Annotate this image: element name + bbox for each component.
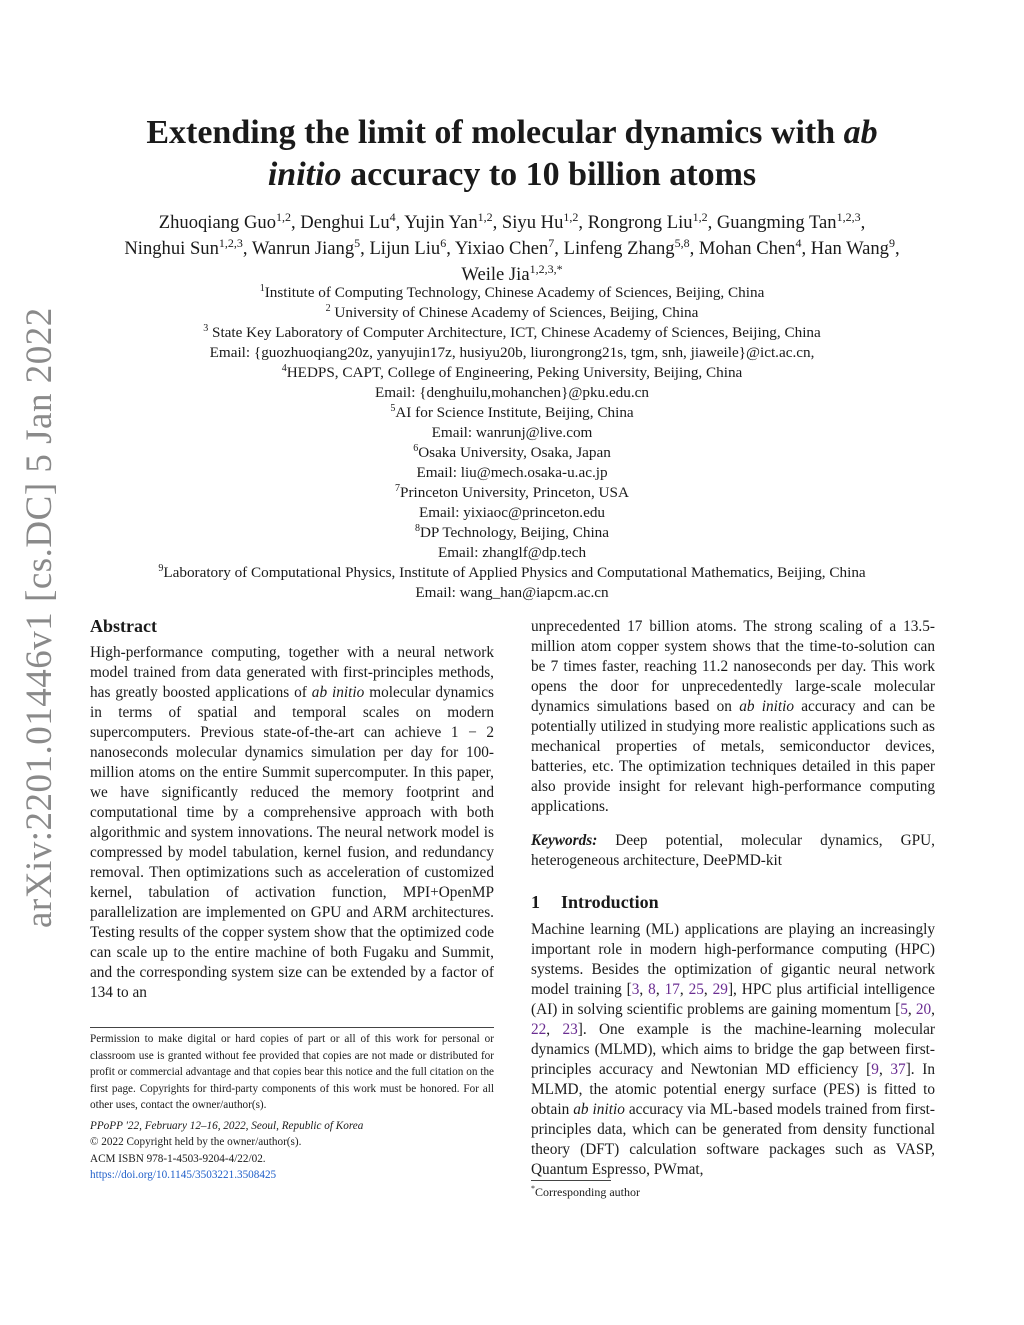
- author-name: Han Wang: [810, 238, 889, 259]
- author-name: Mohan Chen: [698, 238, 796, 259]
- affiliation-text: Institute of Computing Technology, Chinese Academy of Sciences, Beijing, China: [264, 284, 765, 301]
- author: [810, 235, 895, 259]
- author: [300, 209, 396, 233]
- author-affiliation-marker: 1,2: [276, 209, 291, 224]
- author-name: Siyu Hu: [501, 212, 564, 233]
- affiliation-email: [90, 423, 934, 443]
- author-affiliation-marker: 6: [440, 235, 447, 250]
- author-name: Ninghui Sun: [124, 238, 219, 259]
- affiliation: [90, 283, 934, 303]
- affiliation-marker: 9: [158, 562, 164, 574]
- introduction-paragraph: Machine learning (ML) applications are playing an increasingly important role in modern high-performance computing (HPC) systems. Besides the optimization of gigantic neural network model training [3, 8, 17, 25, 29], HPC plus artificial intelligence (AI) in solving scientific problems are gaining momentum [5, 20, 22, 23]. One example is the machine-learning molecular dynamics (MLMD), which aims to bridge the gap between first-principles accuracy and Newtonian MD efficiency [9, 37]. In MLMD, the atomic potential energy surface (PES) is fitted to obtain ab initio accuracy via ML-based models trained from first-principles data, which can be generated from density functional theory (DFT) calculation software packages such as VASP, Quantum Espresso, PWmat,: [531, 921, 935, 1178]
- affiliation-list: [90, 283, 934, 603]
- title-part-2: accuracy to 10 billion atoms: [341, 156, 757, 193]
- affiliation-text: Email: wanrunj@live.com: [431, 424, 593, 441]
- citation-link[interactable]: 25: [688, 981, 704, 998]
- author: [404, 209, 493, 233]
- introduction-heading: [531, 890, 935, 914]
- title-italic-initio: initio: [267, 156, 342, 193]
- italic-ab-initio: ab initio: [739, 698, 795, 715]
- author-list: Zhuoqiang Guo$^{1,2}$, Denghui Lu$^4$, Yujin Yan$^{1,2}$, Siyu Hu$^{1,2}$, Rongrong Liu$^{1,2}$, Guangming Tan$^{1,2,3}$, Ninghui Sun$^{1,2,3}$, Wanrun Jiang$^5$, Lijun Liu$^6$, Yixiao Chen$^7$, Linfeng Zhang$^{5,8}$, Mohan Chen$^4$, Han Wang$^9$, Weile Jia$^{1,2,3,*}$: [124, 209, 900, 285]
- affiliation-text: Email: {denghuilu,mohanchen}@pku.edu.cn: [374, 384, 650, 401]
- affiliation: [90, 303, 934, 323]
- abstract-heading: Abstract: [90, 616, 157, 636]
- keywords-text: Deep potential, molecular dynamics, GPU, heterogeneous architecture, DeePMD-kit: [531, 832, 935, 869]
- author: [716, 209, 861, 233]
- affiliation-email: [90, 503, 934, 523]
- author: [369, 235, 447, 259]
- citation-link[interactable]: 23: [562, 1021, 578, 1038]
- author-affiliation-marker: 5,8: [674, 235, 690, 250]
- affiliation-text: Email: liu@mech.osaka-u.ac.jp: [416, 464, 608, 481]
- author-name: Denghui Lu: [300, 212, 390, 233]
- arxiv-identifier: arXiv:2201.01446v1 [cs.DC] 5 Jan 2022: [19, 307, 60, 928]
- permission-footer: [90, 1027, 494, 1184]
- citation-link[interactable]: 5: [900, 1001, 908, 1018]
- footnote-marker: *: [531, 1184, 535, 1193]
- affiliation-text: Laboratory of Computational Physics, Institute of Applied Physics and Computational Mathematics, Beijing, China: [163, 564, 866, 581]
- affiliation-marker: 1: [259, 282, 265, 294]
- author: [124, 235, 243, 259]
- affiliation: [90, 403, 934, 423]
- author-affiliation-marker: 5: [354, 235, 361, 250]
- title-part-1: Extending the limit of molecular dynamics with: [146, 114, 844, 151]
- italic-ab-initio: ab initio: [573, 1101, 625, 1118]
- author-affiliation-marker: 4: [389, 209, 396, 224]
- citation-link[interactable]: 29: [712, 981, 728, 998]
- affiliation-email: [90, 583, 934, 603]
- affiliation: [90, 563, 934, 583]
- footnote-text: Corresponding author: [535, 1185, 640, 1199]
- affiliation-text: State Key Laboratory of Computer Architecture, ICT, Chinese Academy of Sciences, Beijing, China: [208, 324, 821, 341]
- citation-link[interactable]: 20: [915, 1001, 932, 1018]
- affiliation-marker: 5: [390, 402, 396, 414]
- author: [461, 261, 563, 285]
- affiliation: [90, 483, 934, 503]
- author-affiliation-marker: 1,2,3: [218, 235, 243, 250]
- author: [563, 235, 690, 259]
- author-affiliation-marker: 1,2: [477, 209, 493, 224]
- citation-link[interactable]: 22: [531, 1021, 547, 1038]
- conference-info: PPoPP '22, February 12–16, 2022, Seoul, Republic of Korea: [90, 1119, 364, 1132]
- affiliation-marker: 8: [414, 522, 420, 534]
- permission-statement: Permission to make digital or hard copies of part or all of this work for personal or classroom use is granted without fee provided that copies are not made or distributed for profit or commercial advantage and that copies bear this notice and the full citation on the first page. Copyrights for third-party components of this work must be honored. For all other uses, contact the owner/author(s).: [90, 1033, 494, 1111]
- affiliation-text: Osaka University, Osaka, Japan: [418, 444, 611, 461]
- italic-ab-initio: ab initio: [311, 684, 365, 701]
- affiliation-marker: 4: [281, 362, 287, 374]
- section-title: Introduction: [561, 892, 659, 912]
- author-name: Guangming Tan: [716, 212, 837, 233]
- section-number: 1: [531, 892, 540, 912]
- isbn: ACM ISBN 978-1-4503-9204-4/22/02.: [90, 1152, 266, 1165]
- copyright-notice: © 2022 Copyright held by the owner/author(s).: [90, 1136, 302, 1148]
- author-affiliation-marker: 9: [888, 235, 895, 250]
- author-affiliation-marker: 1,2,3: [836, 209, 861, 224]
- author-name: Yujin Yan: [404, 212, 478, 233]
- author-name: Yixiao Chen: [454, 238, 549, 259]
- affiliation-email: [90, 543, 934, 563]
- abstract-paragraph-1: High-performance computing, together with a neural network model trained from data generated with first-principles methods, has greatly boosted applications of ab initio molecular dynamics in terms of spatial and temporal scales on modern supercomputers. Previous state-of-the-art can achieve 1 − 2 nanoseconds molecular dynamics simulation per day for 100-million atoms on the entire Summit supercomputer. In this paper, we have significantly reduced the memory footprint and computational time by a comprehensive approach with both algorithmic and system innovations. The neural network model is compressed by model tabulation, kernel fusion, and redundancy removal. Then optimizations such as acceleration of customized kernel, tabulation of activation function, MPI+OpenMP parallelization are implemented on GPU and ARM architectures. Testing results of the copper system show that the optimized code can scale up to the entire machine of both Fugaku and Summit, and the corresponding system size can be extended by a factor of 134 to an: [90, 644, 494, 1001]
- affiliation-email: [90, 343, 934, 363]
- citation-link[interactable]: 37: [890, 1061, 906, 1078]
- paper-title: [90, 112, 934, 196]
- keywords: [531, 831, 935, 871]
- affiliation: [90, 443, 934, 463]
- title-italic-ab: ab: [843, 114, 878, 151]
- affiliation: [90, 363, 934, 383]
- citation-link[interactable]: 17: [664, 981, 680, 998]
- author-affiliation-marker: 7: [548, 235, 555, 250]
- affiliation-marker: 7: [395, 482, 401, 494]
- affiliation-text: Princeton University, Princeton, USA: [400, 484, 629, 501]
- affiliation: [90, 323, 934, 343]
- footnote-rule: [531, 1180, 611, 1181]
- author: [587, 209, 708, 233]
- corresponding-author-footnote: [531, 1184, 640, 1200]
- affiliation-text: HEDPS, CAPT, College of Engineering, Peking University, Beijing, China: [286, 364, 743, 381]
- citation-link[interactable]: 9: [871, 1061, 879, 1078]
- affiliation-email: [90, 463, 934, 483]
- affiliation-text: University of Chinese Academy of Sciences, Beijing, China: [330, 304, 699, 321]
- doi-link[interactable]: https://doi.org/10.1145/3503221.3508425: [90, 1169, 277, 1181]
- author-name: Weile Jia: [461, 264, 530, 285]
- citation-link[interactable]: 8: [648, 981, 656, 998]
- author-name: Rongrong Liu: [587, 212, 693, 233]
- author-affiliation-marker: 1,2,3,*: [529, 261, 563, 276]
- author-affiliation-marker: 4: [795, 235, 802, 250]
- affiliation-marker: 2: [325, 302, 331, 314]
- affiliation-text: DP Technology, Beijing, China: [419, 524, 610, 541]
- affiliation-marker: 6: [413, 442, 419, 454]
- affiliation: [90, 523, 934, 543]
- right-column: [531, 617, 935, 1180]
- author: [454, 235, 555, 259]
- abstract-paragraph-2: unprecedented 17 billion atoms. The strong scaling of a 13.5-million atom copper system shows that the time-to-solution can be 7 times faster, reaching 11.2 nanoseconds per day. This work opens the door for unprecedentedly large-scale molecular dynamics simulations based on ab initio accuracy and can be potentially utilized in studying more realistic applications such as mechanical properties of metals, semiconductor devices, batteries, etc. The optimization techniques detailed in this paper also provide insight for relevant high-performance computing applications.: [531, 618, 935, 815]
- citation-link[interactable]: 3: [631, 981, 640, 998]
- author-name: Linfeng Zhang: [563, 238, 675, 259]
- affiliation-marker: 3: [203, 322, 209, 334]
- author: [158, 209, 291, 233]
- author-affiliation-marker: 1,2: [563, 209, 579, 224]
- author-name: Wanrun Jiang: [251, 238, 355, 259]
- keywords-label: Keywords:: [531, 832, 598, 849]
- affiliation-text: Email: zhanglf@dp.tech: [437, 544, 587, 561]
- author-affiliation-marker: 1,2: [692, 209, 708, 224]
- affiliation-text: Email: wang_han@iapcm.ac.cn: [415, 584, 609, 601]
- left-column: [90, 614, 494, 1003]
- affiliation-text: AI for Science Institute, Beijing, China: [395, 404, 634, 421]
- author-name: Zhuoqiang Guo: [158, 212, 276, 233]
- author: [698, 235, 802, 259]
- author: [501, 209, 579, 233]
- affiliation-text: Email: yixiaoc@princeton.edu: [418, 504, 606, 521]
- author: [251, 235, 361, 259]
- author-name: Lijun Liu: [369, 238, 441, 259]
- affiliation-text: Email: {guozhuoqiang20z, yanyujin17z, husiyu20b, liurongrong21s, tgm, snh, jiaweile}@ict.ac.cn,: [209, 344, 815, 361]
- affiliation-email: [90, 383, 934, 403]
